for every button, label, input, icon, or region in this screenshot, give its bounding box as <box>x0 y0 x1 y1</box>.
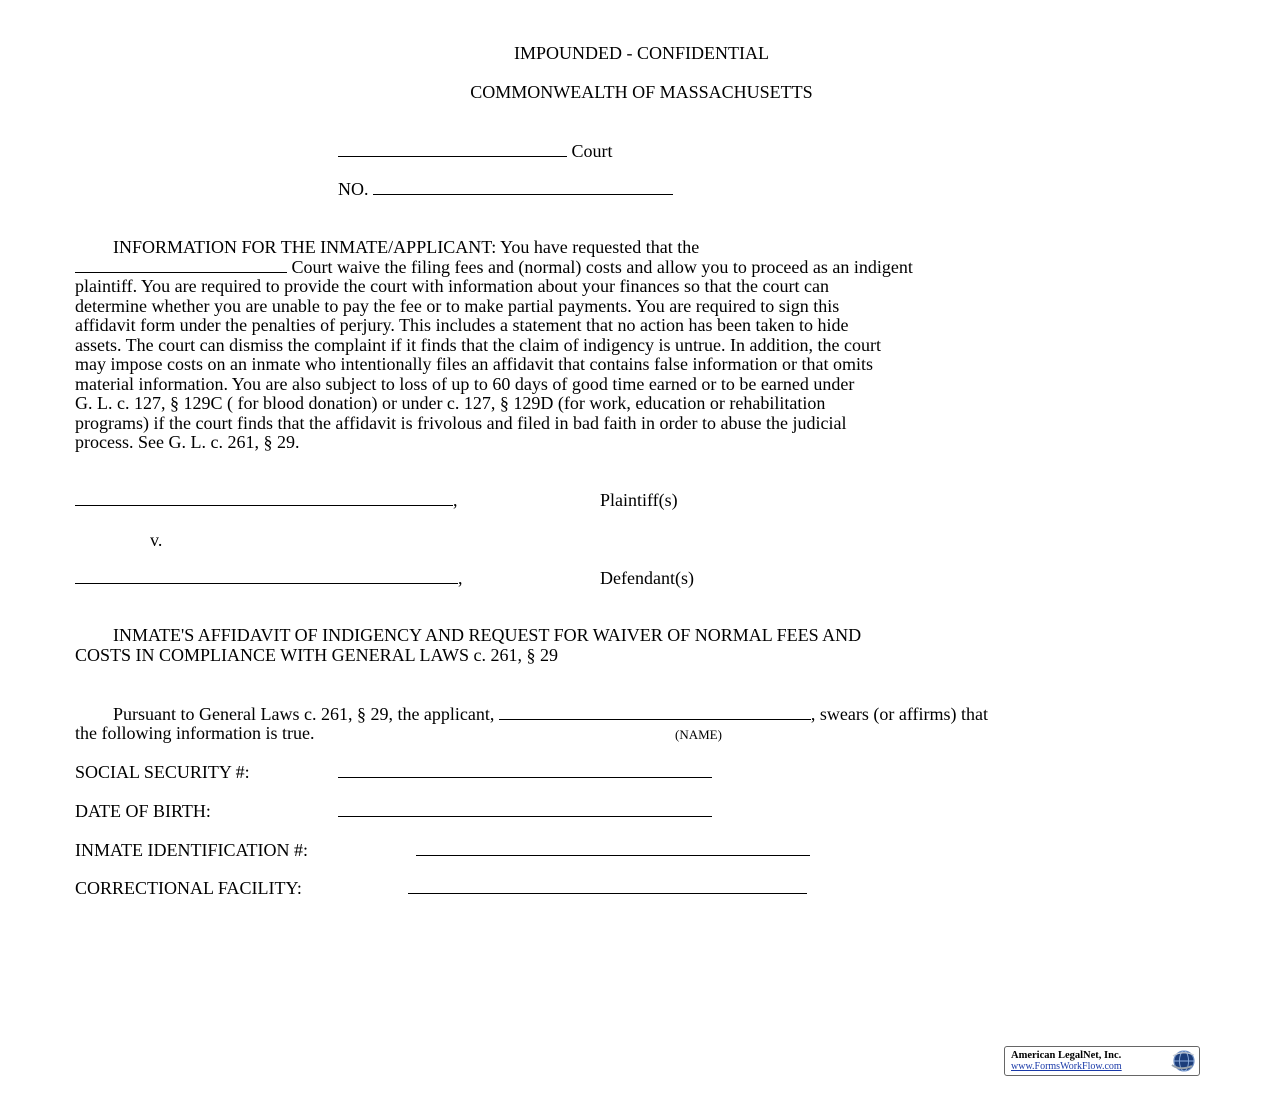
logo-url-link[interactable]: www.FormsWorkFlow.com <box>1011 1061 1122 1072</box>
info-line: material information. You are also subject to loss of up to 60 days of good time earned or to be earned under <box>75 373 855 394</box>
ssn-field[interactable] <box>338 762 712 783</box>
pursuant-line2: the following information is true. <box>75 723 315 743</box>
info-line: G. L. c. 127, § 129C ( for blood donation) or under c. 127, § 129D (for work, education or rehabilitation <box>75 393 826 413</box>
affidavit-title-line1: INMATE'S AFFIDAVIT OF INDIGENCY AND REQUEST FOR WAIVER OF NORMAL FEES AND <box>113 625 862 645</box>
plaintiff-line <box>75 490 458 511</box>
facility-field[interactable] <box>408 878 807 899</box>
info-line: affidavit form under the penalties of perjury. This includes a statement that no action has been taken to hide <box>75 315 849 335</box>
info-line-court <box>75 258 1210 278</box>
american-legalnet-logo[interactable] <box>1004 1046 1200 1076</box>
globe-icon <box>1170 1049 1196 1073</box>
plaintiff-label: Plaintiff(s) <box>600 490 678 510</box>
affidavit-title <box>75 626 1210 665</box>
dob-label: DATE OF BIRTH: <box>75 801 211 821</box>
court-name-blank[interactable] <box>338 142 567 157</box>
inmate-id-label: INMATE IDENTIFICATION #: <box>75 840 308 860</box>
court-line <box>338 141 613 162</box>
info-line-text: Court waive the filing fees and (normal) costs and allow you to proceed as an indigent <box>291 256 913 277</box>
info-line: determine whether you are unable to pay the fee or to make partial payments. You are required to sign this <box>75 295 840 316</box>
defendant-label: Defendant(s) <box>600 568 694 588</box>
info-line: programs) if the court finds that the affidavit is frivolous and filed in bad faith in order to abuse the judicial <box>75 412 847 433</box>
header-commonwealth: COMMONWEALTH OF MASSACHUSETTS <box>470 82 813 102</box>
ssn-blank[interactable] <box>338 763 712 778</box>
dob-field[interactable] <box>338 801 712 822</box>
pursuant-text: Pursuant to General Laws c. 261, § 29, the applicant, <box>113 704 495 724</box>
ssn-label: SOCIAL SECURITY #: <box>75 762 250 782</box>
court-label: Court <box>571 141 613 161</box>
info-court-blank[interactable] <box>75 258 287 273</box>
defendant-name-blank[interactable] <box>75 569 458 584</box>
pursuant-line <box>113 704 988 725</box>
info-line: process. See G. L. c. 261, § 29. <box>75 432 300 452</box>
plaintiff-comma: , <box>453 490 458 510</box>
inmate-id-blank[interactable] <box>416 841 810 856</box>
info-line: INFORMATION FOR THE INMATE/APPLICANT: You have requested that the <box>113 237 700 257</box>
inmate-id-field[interactable] <box>416 840 810 861</box>
versus-label: v. <box>150 530 163 550</box>
plaintiff-name-blank[interactable] <box>75 491 453 506</box>
docket-line <box>338 179 673 200</box>
docket-number-blank[interactable] <box>373 180 673 195</box>
info-line: assets. The court can dismiss the complaint if it finds that the claim of indigency is untrue. In addition, the court <box>75 334 881 355</box>
info-line: may impose costs on an inmate who intentionally files an affidavit that contains false information or that omits <box>75 354 873 374</box>
information-paragraph <box>75 238 1210 453</box>
info-line: plaintiff. You are required to provide the court with information about your finances so that the court can <box>75 276 829 296</box>
defendant-line <box>75 568 463 589</box>
name-caption: (NAME) <box>675 727 722 742</box>
logo-company-name: American LegalNet, Inc. <box>1011 1050 1122 1061</box>
header-impounded: IMPOUNDED - CONFIDENTIAL <box>514 43 769 63</box>
applicant-name-blank[interactable] <box>499 705 811 720</box>
defendant-comma: , <box>458 568 463 588</box>
affidavit-title-line2: COSTS IN COMPLIANCE WITH GENERAL LAWS c. 261, § 29 <box>75 644 559 665</box>
facility-label: CORRECTIONAL FACILITY: <box>75 878 302 898</box>
docket-no-label: NO. <box>338 179 369 199</box>
pursuant-swears: , swears (or affirms) that <box>810 704 989 724</box>
dob-blank[interactable] <box>338 802 712 817</box>
facility-blank[interactable] <box>408 879 807 894</box>
